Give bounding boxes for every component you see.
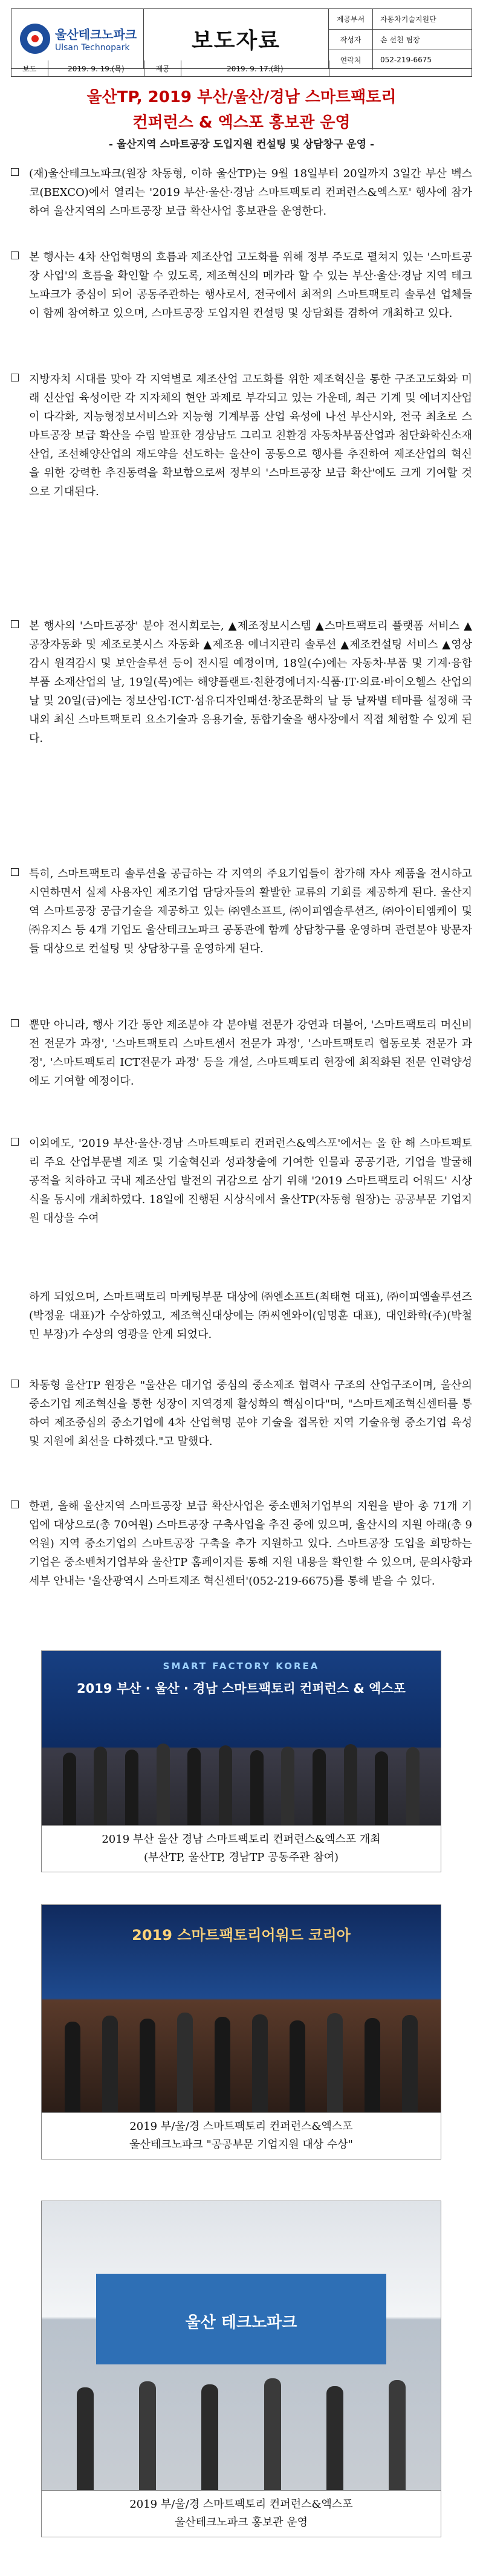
person-silhouette (389, 2380, 406, 2490)
paragraph-text: 본 행사의 '스마트공장' 분야 전시회로는, ▲제조정보시스템 ▲스마트팩토리 플랫폼 서비스 ▲공장자동화 및 제조로봇시스 자동화 ▲제조용 에너지관리 솔루션 ▲제조컨설팅 서비스 ▲영상감시 원격감시 및 보안솔루션 등이 전시될 예정이며, 18일(수)에는 자동차·부품 및 기계·융합부품 소재산업의 날, 19일(목)에는 해양플랜트·친환경에너지·식품·IT·의료·바이오헬스 산업의 날 및 20일(금)에는 정보산업·ICT·섬유디자인패션·창조문화의 날 등 날짜별 테마를 설정해 국내외 최신 스마트팩토리 요소기술과 응용기술, 통합기술을 행사장에서 직접 체험할 수 있게 된다. (29, 620, 472, 745)
square-bullet-icon (11, 374, 19, 381)
person-silhouette (102, 2016, 118, 2112)
person-silhouette (290, 2020, 305, 2112)
photo-banner: 2019 부산 · 울산 · 경남 스마트팩토리 컨퍼런스 & 엑스포 (77, 1681, 406, 1696)
photo-banner: 울산 테크노파크 (185, 2314, 297, 2332)
person-silhouette (157, 1744, 170, 1825)
person-silhouette (215, 2017, 230, 2112)
person-silhouette (250, 1750, 264, 1825)
paragraph-text: 지방자치 시대를 맞아 각 지역별로 제조산업 고도화를 위한 제조혁신을 통한 구조고도화와 미래 신산업 육성이란 각 지자체의 현안 과제로 부각되고 있는 가운데, 최근 기계 및 에너지산업이 다각화, 지능형정보서비스와 지능형 기계부품 산업 육성에 나선 부산시와, 전국 최초로 스마트공장 보급 확산을 수립 발표한 경상남도 그리고 친환경 자동차부품산업과 첨단화학신소재산업, 조선해양산업의 재도약을 선도하는 울산이 공동으로 행사를 추진하여 제조산업의 혁신을 위한 강력한 추진동력을 확보함으로써 정부의 '스마트공장 보급 확산'에도 크게 기여할 것으로 기대된다. (29, 373, 472, 498)
meta-value: 자동차기술지원단 (380, 15, 436, 24)
person-silhouette (327, 2013, 343, 2112)
paragraph (11, 370, 472, 501)
caption-line: (부산TP, 울산TP, 경남TP 공동주관 참여) (143, 1851, 339, 1864)
person-silhouette (65, 2022, 80, 2112)
paragraph (11, 1016, 472, 1091)
caption-line: 2019 부산 울산 경남 스마트팩토리 컨퍼런스&엑스포 개최 (102, 1833, 381, 1846)
paragraph-text: 이외에도, '2019 부산·울산·경남 스마트팩토리 컨퍼런스&엑스포'에서는 올 한 해 스마트팩토리 주요 산업부문별 제조 및 기술혁신과 성과창출에 기여한 인물과 공공기관, 기업을 발굴해 공적을 치하하고 국내 제조산업 발전의 귀감으로 삼기 위해 '2019 스마트팩토리 어워드' 시상식을 동시에 개최하였다. 18일에 진행된 시상식에서 울산TP(자동형 원장)는 공공부문 기업지원 대상을 수여 (29, 1137, 472, 1225)
paragraph (11, 865, 472, 958)
caption-line: 2019 부/울/경 스마트팩토리 컨퍼런스&엑스포 (129, 2120, 353, 2133)
paragraph-text: (재)울산테크노파크(원장 차동형, 이하 울산TP)는 9월 18일부터 20일까지 3일간 부산 벡스코(BEXCO)에서 열리는 '2019 부산·울산·경남 스마트팩토리 컨퍼런스&엑스포' 행사에 참가하여 울산지역의 스마트공장 보급 확산사업 홍보관을 운영한다. (29, 167, 472, 218)
provided-date: 2019. 9. 17.(화) (181, 60, 329, 76)
photo-caption (41, 1826, 441, 1872)
meta-value: 052-219-6675 (380, 56, 432, 64)
photo-conference-opening (41, 1650, 441, 1826)
person-silhouette (402, 2015, 418, 2112)
paragraph-text: 하게 되었으며, 스마트팩토리 마케팅부문 대상에 ㈜엔소프트(최태현 대표), ㈜이피엠솔루션즈(박정윤 대표)가 수상하였고, 제조혁신대상에는 ㈜씨엔와이(임명훈 대표), 대인화학(주)(박철민 부장)가 수상의 영광을 안게 되었다. (29, 1291, 472, 1341)
provided-label: 제공 (144, 60, 181, 76)
logo-box (11, 8, 144, 69)
date-strip (11, 60, 472, 77)
paragraph-text: 뿐만 아니라, 행사 기간 동안 제조분야 각 분야별 전문가 강연과 더불어, '스마트팩토리 머신비전 전문가 과정', '스마트팩토리 스마트센서 전문가 과정', '스마트팩토리 협동로봇 전문가 과정', '스마트팩토리 ICT전문가 과정' 등을 개설, 스마트팩토리 현장에 최적화된 전문 인력양성에도 기여할 예정이다. (29, 1019, 472, 1088)
photo-people (54, 1722, 429, 1825)
person-silhouette (94, 1747, 107, 1825)
paragraph (11, 1376, 472, 1451)
meta-row (329, 9, 472, 30)
square-bullet-icon (11, 620, 19, 628)
logo-english: Ulsan Technopark (55, 43, 130, 53)
logo-korean: 울산테크노파크 (55, 27, 137, 42)
meta-key: 제공부서 (329, 9, 373, 29)
headline (11, 85, 472, 154)
person-silhouette (365, 2018, 380, 2112)
person-silhouette (281, 1747, 294, 1825)
photo-banner: 2019 스마트팩토리어워드 코리아 (132, 1927, 351, 1944)
paragraph (11, 164, 472, 221)
paragraph (11, 617, 472, 748)
photo-award-ceremony (41, 1904, 441, 2113)
square-bullet-icon (11, 1380, 19, 1387)
document-type-title: 보도자료 (144, 8, 329, 69)
paragraph-text: 본 행사는 4차 산업혁명의 흐름과 제조산업 고도화를 위해 정부 주도로 펼쳐지 있는 '스마트공장 사업'의 흐름을 확인할 수 있도록, 제조혁신의 메카라 할 수 있는 부산·울산·경남 지역 테크노파크가 중심이 되어 공동주관하는 행사로서, 전국에서 최적의 스마트팩토리 솔루션 업체들이 함께 참여하고 있으며, 스마트공장 도입지원 컨설팅 및 상담회를 겸하여 개최하고 있다. (29, 251, 472, 320)
meta-row (329, 30, 472, 50)
person-silhouette (177, 2013, 193, 2112)
paragraph-text: 차동형 울산TP 원장은 "울산은 대기업 중심의 중소제조 협력사 구조의 산업구조이며, 울산의 중소기업 제조혁신을 통한 성장이 지역경제 활성화의 핵심이다"며, "스마트제조혁신센터를 통하여 제조중심의 중소기업에 4차 산업혁명 분야 기술을 접목한 지역 기술유형 중소기업 육성 및 지원에 최선을 다하겠다."고 말했다. (29, 1379, 472, 1448)
photo-caption (41, 2113, 441, 2159)
release-label: 보도 (11, 60, 48, 76)
person-silhouette (140, 2019, 155, 2112)
photo-people (54, 1973, 429, 2112)
person-silhouette (139, 2381, 156, 2490)
square-bullet-icon (11, 168, 19, 176)
square-bullet-icon (11, 1501, 19, 1508)
person-silhouette (63, 1753, 76, 1825)
photo-booth (41, 2201, 441, 2491)
person-silhouette (187, 1748, 201, 1825)
person-silhouette (344, 1744, 357, 1825)
meta-value: 손 선천 팀장 (380, 36, 420, 44)
person-silhouette (326, 2386, 343, 2490)
headline-line-2: 컨퍼런스 & 엑스포 홍보관 운영 (132, 114, 351, 132)
person-silhouette (264, 2378, 281, 2490)
paragraph-text: 한편, 올해 울산지역 스마트공장 보급 확산사업은 중소벤처기업부의 지원을 받아 총 71개 기업에 대상으로(총 70여원) 스마트공장 구축사업을 추진 중에 있으며, 울산시의 지원 아래(총 9억원) 지역 중소기업의 스마트공장 구축을 추가 지원하고 있다. 스마트공장 도입을 희망하는 기업은 중소벤처기업부와 울산TP 홈페이지를 통해 지원 내용을 확인할 수 있으며, 문의사항과 세부 안내는 '울산광역시 스마트제조 혁신센터'(052-219-6675)를 통해 받을 수 있다. (29, 1500, 472, 1588)
paragraph (11, 1134, 472, 1228)
caption-line: 2019 부/울/경 스마트팩토리 컨퍼런스&엑스포 (129, 2498, 353, 2511)
person-silhouette (219, 1745, 232, 1825)
square-bullet-icon (11, 1019, 19, 1027)
square-bullet-icon (11, 868, 19, 876)
photo-people (54, 2351, 429, 2490)
meta-key: 연락처 (329, 50, 373, 70)
square-bullet-icon (11, 1138, 19, 1146)
meta-key: 작성자 (329, 30, 373, 50)
caption-line: 울산테크노파크 홍보관 운영 (174, 2516, 308, 2529)
person-silhouette (125, 1750, 138, 1825)
person-silhouette (406, 1747, 420, 1825)
paragraph-text: 특히, 스마트팩토리 솔루션을 공급하는 각 지역의 주요기업들이 참가해 자사 제품을 전시하고 시연하면서 실제 사용자인 제조기업 담당자들의 활발한 교류의 기회를 제공하게 된다. 울산지역 스마트공장 공급기술을 제공하고 있는 ㈜엔소프트, ㈜이피엠솔루션즈, ㈜아이티엠케이 및 ㈜유지스 등 4개 기업도 울산테크노파크 공동관에 함께 상담창구를 운영하며 관련분야 방문자들 대상으로 컨설팅 및 상담창구를 운영하게 된다. (29, 868, 472, 955)
technopark-logo-icon (20, 24, 50, 54)
caption-line: 울산테크노파크 "공공부문 기업지원 대상 수상" (129, 2138, 353, 2151)
person-silhouette (77, 2387, 94, 2490)
person-silhouette (375, 1751, 388, 1825)
person-silhouette (252, 2014, 268, 2112)
person-silhouette (201, 2384, 218, 2490)
headline-line-1: 울산TP, 2019 부산/울산/경남 스마트팩토리 (86, 88, 397, 106)
paragraph (11, 1497, 472, 1591)
paragraph (11, 1288, 472, 1344)
strip-empty (329, 60, 472, 76)
photo-banner-top: SMART FACTORY KOREA (163, 1661, 320, 1672)
release-date: 2019. 9. 19.(목) (48, 60, 145, 76)
meta-table (329, 8, 472, 69)
paragraph (11, 248, 472, 323)
person-silhouette (313, 1749, 326, 1825)
square-bullet-icon (11, 251, 19, 259)
photo-caption (41, 2491, 441, 2537)
subheadline: - 울산지역 스마트공장 도입지원 컨설팅 및 상담창구 운영 - (108, 138, 375, 151)
